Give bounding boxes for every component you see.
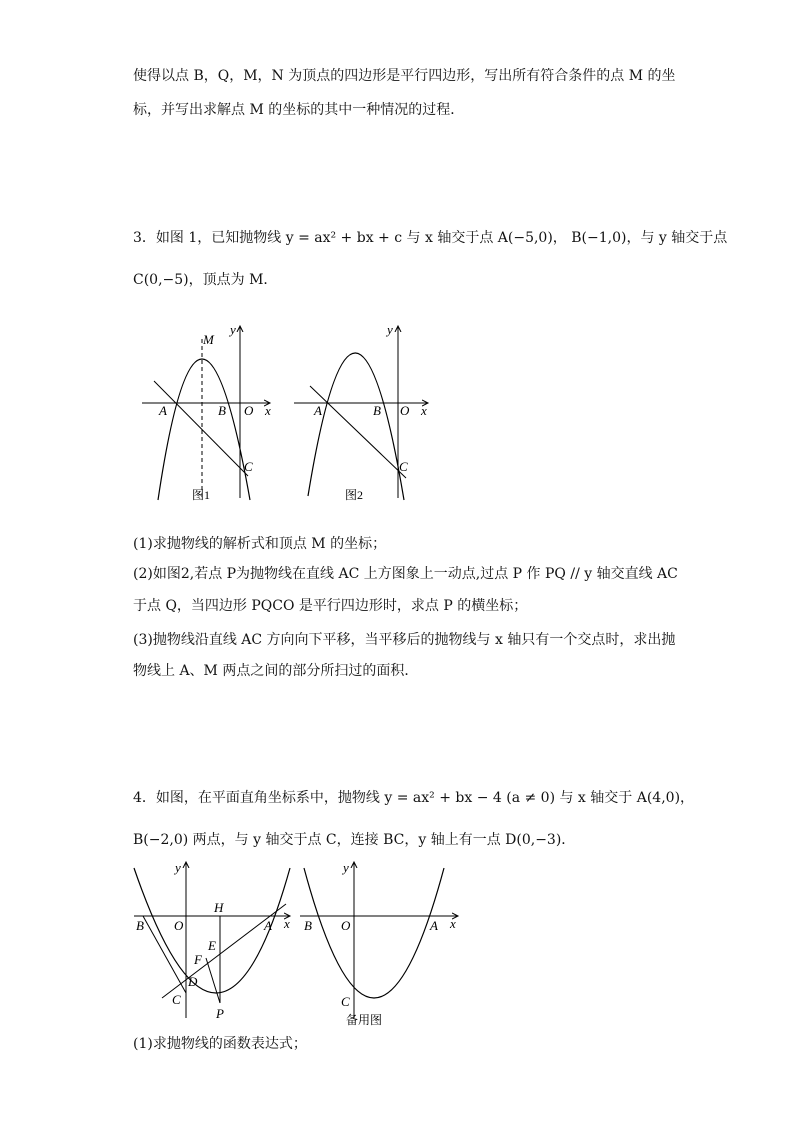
- q4-part-1: (1)求抛物线的函数表达式；: [133, 1036, 307, 1052]
- q3-part-2-line-1: (2)如图2,若点 P为抛物线在直线 AC 上方图象上一动点,过点 P 作 PQ // y 轴交直线 AC: [133, 566, 678, 582]
- label-y: y: [387, 322, 393, 337]
- q3-stem-line-1: 3．如图 1，已知抛物线 y = ax² + bx + c 与 x 轴交于点 A(−5,0)， B(−1,0)，与 y 轴交于点: [133, 230, 728, 246]
- label-O: O: [400, 403, 410, 418]
- q3-part-3-line-1: (3)抛物线沿直线 AC 方向向下平移，当平移后的抛物线与 x 轴只有一个交点时，求出抛: [133, 632, 676, 648]
- figure-caption: 备用图: [346, 1013, 383, 1027]
- label-F: F: [194, 952, 202, 967]
- label-C: C: [341, 994, 350, 1009]
- label-O: O: [174, 918, 184, 933]
- label-x: x: [265, 403, 271, 418]
- q3-figure-2: [292, 318, 432, 510]
- q3-stem-line-2: C(0,−5)，顶点为 M．: [133, 272, 278, 288]
- parabola: [304, 868, 444, 998]
- q3-part-3-line-2: 物线上 A、M 两点之间的部分所扫过的面积．: [133, 663, 419, 679]
- q3-figure-1: [140, 318, 280, 510]
- label-B: B: [304, 918, 312, 933]
- label-x: x: [450, 916, 456, 931]
- label-O: O: [341, 918, 351, 933]
- q4-stem-line-1: 4．如图，在平面直角坐标系中，抛物线 y = ax² + bx − 4 (a ≠ 0) 与 x 轴交于 A(4,0)，: [133, 790, 695, 806]
- label-D: D: [188, 974, 198, 989]
- label-H: H: [214, 900, 224, 915]
- label-B: B: [373, 403, 381, 418]
- q4-figure-1: [130, 858, 300, 1023]
- q4-figure-2: [296, 858, 466, 1030]
- label-A: A: [314, 403, 322, 418]
- figure-caption: 图1: [192, 488, 211, 502]
- label-P: P: [216, 1006, 224, 1021]
- parabola: [308, 353, 404, 500]
- label-B: B: [218, 403, 226, 418]
- label-x: x: [284, 916, 290, 931]
- line-ac: [154, 381, 248, 476]
- line-ac: [310, 386, 406, 478]
- parabola: [158, 359, 250, 500]
- intro-line-1: 使得以点 B，Q，M，N 为顶点的四边形是平行四边形，写出所有符合条件的点 M 的坐: [133, 68, 676, 84]
- label-y: y: [343, 860, 349, 875]
- intro-line-2: 标，并写出求解点 M 的坐标的其中一种情况的过程．: [133, 102, 465, 118]
- label-C: C: [172, 992, 181, 1007]
- q3-part-2-line-2: 于点 Q，当四边形 PQCO 是平行四边形时，求点 P 的横坐标；: [133, 598, 528, 614]
- label-O: O: [244, 403, 254, 418]
- label-y: y: [175, 860, 181, 875]
- label-M: M: [203, 332, 214, 347]
- label-y: y: [230, 322, 236, 337]
- segment-pf: [206, 958, 220, 1003]
- label-B: B: [136, 918, 144, 933]
- q4-stem-line-2: B(−2,0) 两点，与 y 轴交于点 C，连接 BC，y 轴上有一点 D(0,−3)．: [133, 832, 576, 848]
- label-C: C: [244, 459, 253, 474]
- figure-caption: 图2: [345, 488, 364, 502]
- label-A: A: [264, 918, 272, 933]
- label-E: E: [208, 938, 216, 953]
- label-x: x: [421, 403, 427, 418]
- q3-part-1: (1)求抛物线的解析式和顶点 M 的坐标；: [133, 536, 387, 552]
- label-A: A: [430, 918, 438, 933]
- label-A: A: [159, 403, 167, 418]
- label-C: C: [399, 459, 408, 474]
